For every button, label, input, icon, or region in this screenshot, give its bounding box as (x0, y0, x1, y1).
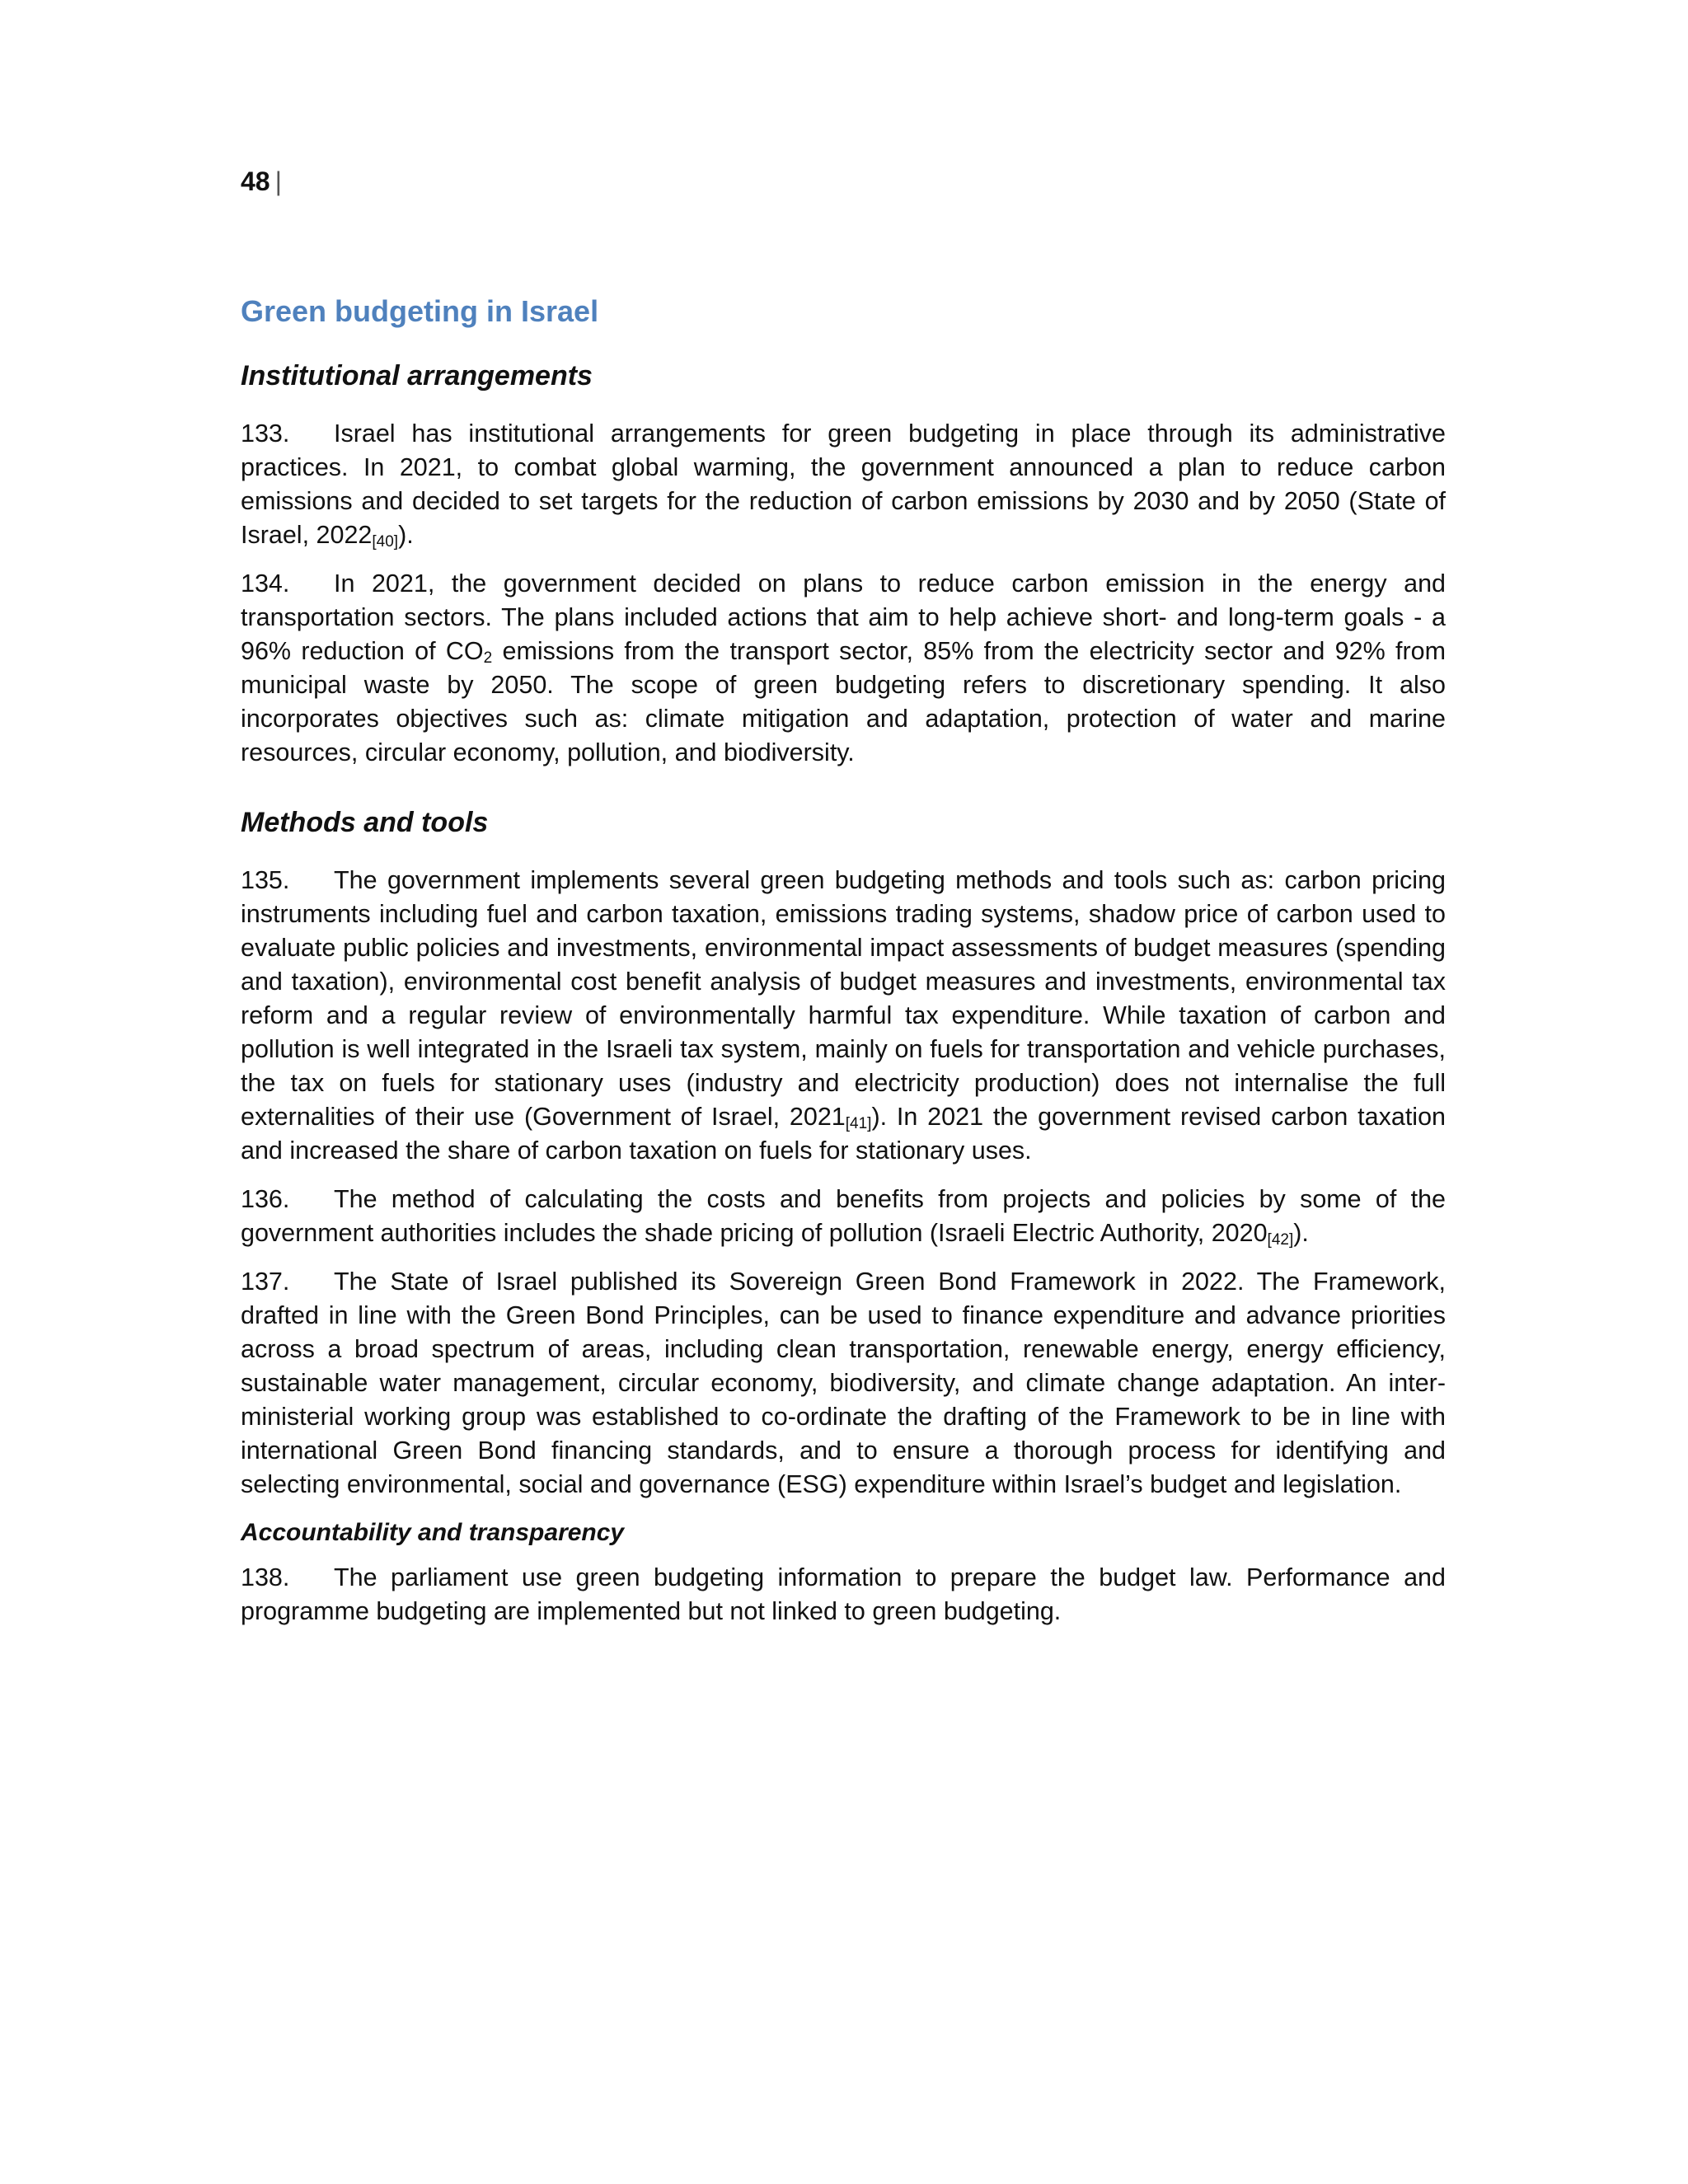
paragraph-133 (241, 417, 1446, 552)
paragraph-number: 133. (241, 419, 290, 448)
paragraph-text: In 2021, the government decided on plans to reduce carbon emission in the energy and transportation sectors. The plans included actions that aim to help achieve short- and long-term goals - a 96% reduction of CO (241, 569, 1446, 665)
paragraph-text: The State of Israel published its Sovereign Green Bond Framework in 2022. The Framework, drafted in line with the Green Bond Principles, can be used to finance expenditure and advance priorities across a broad spectrum of areas, including clean transportation, renewable energy, energy efficiency, sustainable water management, circular economy, biodiversity, and climate change adaptation. An inter-ministerial working group was established to co-ordinate the drafting of the Framework to be in line with international Green Bond financing standards, and to ensure a thorough process for identifying and selecting environmental, social and governance (ESG) expenditure within Israel’s budget and legislation. (241, 1268, 1446, 1498)
paragraph-text-end: ). (1293, 1219, 1309, 1247)
paragraph-text: The method of calculating the costs and benefits from projects and policies by some of the government authorities includes the shade pricing of pollution (Israeli Electric Authority, 2020 (241, 1185, 1446, 1247)
paragraph-number: 136. (241, 1185, 290, 1213)
paragraph-text: The parliament use green budgeting information to prepare the budget law. Performance and programme budgeting are implemented but not linked to green budgeting. (241, 1563, 1446, 1625)
paragraph-text-end: ). (398, 521, 414, 549)
paragraph-134 (241, 567, 1446, 770)
heading-accountability-and-transparency: Accountability and transparency (241, 1519, 625, 1546)
paragraph-number: 138. (241, 1563, 290, 1591)
citation-ref-42[interactable]: [42] (1267, 1231, 1294, 1249)
section-title: Green budgeting in Israel (241, 294, 599, 328)
citation-ref-40[interactable]: [40] (372, 533, 399, 551)
heading-institutional-arrangements: Institutional arrangements (241, 360, 593, 391)
page-number-value: 48 (241, 166, 270, 196)
heading-methods-and-tools: Methods and tools (241, 807, 489, 838)
paragraph-number: 135. (241, 866, 290, 894)
page-content (241, 292, 1446, 1643)
co2-subscript: 2 (483, 649, 493, 667)
citation-ref-41[interactable]: [41] (845, 1115, 872, 1132)
page-number (241, 163, 282, 199)
paragraph-text-end: emissions from the transport sector, 85% from the electricity sector and 92% from municipal waste by 2050. The scope of green budgeting refers to discretionary spending. It also incorporates objectives such as: climate mitigation and adaptation, protection of water and marine resources, circular economy, pollution, and biodiversity. (241, 637, 1447, 766)
paragraph-number: 134. (241, 569, 290, 598)
paragraph-text-end: ). In 2021 the government revised carbon taxation and increased the share of carbon taxation on fuels for stationary uses. (241, 1103, 1446, 1165)
paragraph-text: Israel has institutional arrangements for green budgeting in place through its administrative practices. In 2021, to combat global warming, the government announced a plan to reduce carbon emissions and decided to set targets for the reduction of carbon emissions by 2030 and by 2050 (State of Israel, 2022 (241, 419, 1446, 549)
paragraph-text: The government implements several green budgeting methods and tools such as: carbon pricing instruments including fuel and carbon taxation, emissions trading systems, shadow price of carbon used to evaluate public policies and investments, environmental impact assessments of budget measures (spending and taxation), environmental cost benefit analysis of budget measures and investments, environmental tax reform and a regular review of environmentally harmful tax expenditure. While taxation of carbon and pollution is well integrated in the Israeli tax system, mainly on fuels for transportation and vehicle purchases, the tax on fuels for stationary uses (industry and electricity production) does not internalise the full externalities of their use (Government of Israel, 2021 (241, 866, 1446, 1131)
paragraph-137 (241, 1265, 1446, 1502)
paragraph-number: 137. (241, 1268, 290, 1296)
paragraph-136 (241, 1183, 1446, 1250)
paragraph-138 (241, 1561, 1446, 1629)
paragraph-135 (241, 864, 1446, 1168)
page-number-separator: | (274, 166, 282, 196)
